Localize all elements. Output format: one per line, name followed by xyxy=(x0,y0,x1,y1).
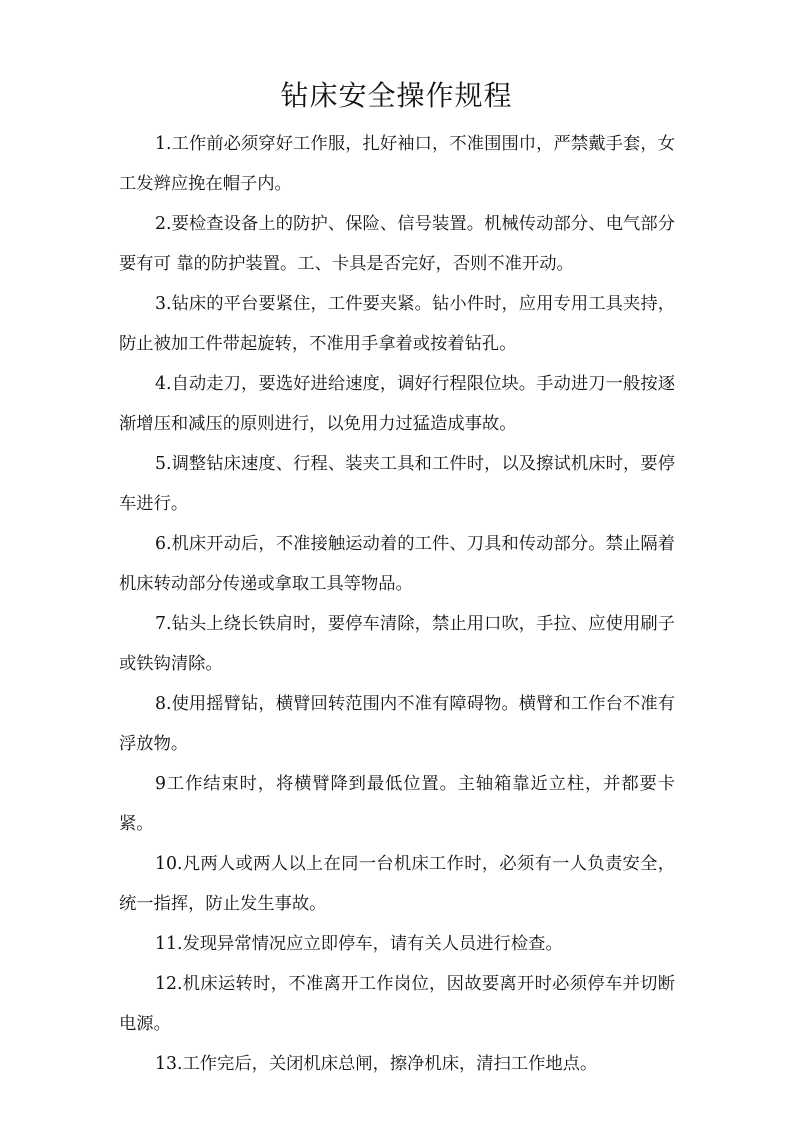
rule-item-4: 4.自动走刀，要选好进给速度，调好行程限位块。手动进刀一般按逐渐增压和减压的原则进行，以免用力过猛造成事故。 xyxy=(119,374,675,434)
rule-item-12: 12.机床运转时，不准离开工作岗位，因故要离开时必须停车并切断电源。 xyxy=(119,974,675,1034)
rule-item-11: 11.发现异常情况应立即停车，请有关人员进行检查。 xyxy=(155,934,563,954)
rule-item-1: 1.工作前必须穿好工作服，扎好袖口，不准围围巾，严禁戴手套，女工发辫应挽在帽子内。 xyxy=(119,134,675,194)
rule-item-5: 5.调整钻床速度、行程、装夹工具和工件时，以及擦试机床时，要停车进行。 xyxy=(119,454,675,514)
rule-item-3: 3.钻床的平台要紧住，工件要夹紧。钻小件时，应用专用工具夹持，防止被加工件带起旋转，不准用手拿着或按着钻孔。 xyxy=(119,294,675,354)
document-body xyxy=(119,124,675,1084)
document-title: 钻床安全操作规程 xyxy=(280,79,513,112)
rule-item-2: 2.要检查设备上的防护、保险、信号装置。机械传动部分、电气部分要有可 靠的防护装置。工、卡具是否完好，否则不准开动。 xyxy=(119,214,675,274)
rule-item-8: 8.使用摇臂钻，横臂回转范围内不准有障碍物。横臂和工作台不准有浮放物。 xyxy=(119,694,675,754)
rule-item-9: 9工作结束时，将横臂降到最低位置。主轴箱靠近立柱，并都要卡紧。 xyxy=(119,774,675,834)
rule-item-13: 13.工作完后，关闭机床总闸，擦净机床，清扫工作地点。 xyxy=(155,1054,598,1074)
rule-item-10: 10.凡两人或两人以上在同一台机床工作时，必须有一人负责安全，统一指挥，防止发生事故。 xyxy=(119,854,675,914)
rule-item-6: 6.机床开动后，不准接触运动着的工件、刀具和传动部分。禁止隔着机床转动部分传递或拿取工具等物品。 xyxy=(119,534,675,594)
rule-item-7: 7.钻头上绕长铁肩时，要停车清除，禁止用口吹，手拉、应使用刷子或铁钩清除。 xyxy=(119,614,675,674)
